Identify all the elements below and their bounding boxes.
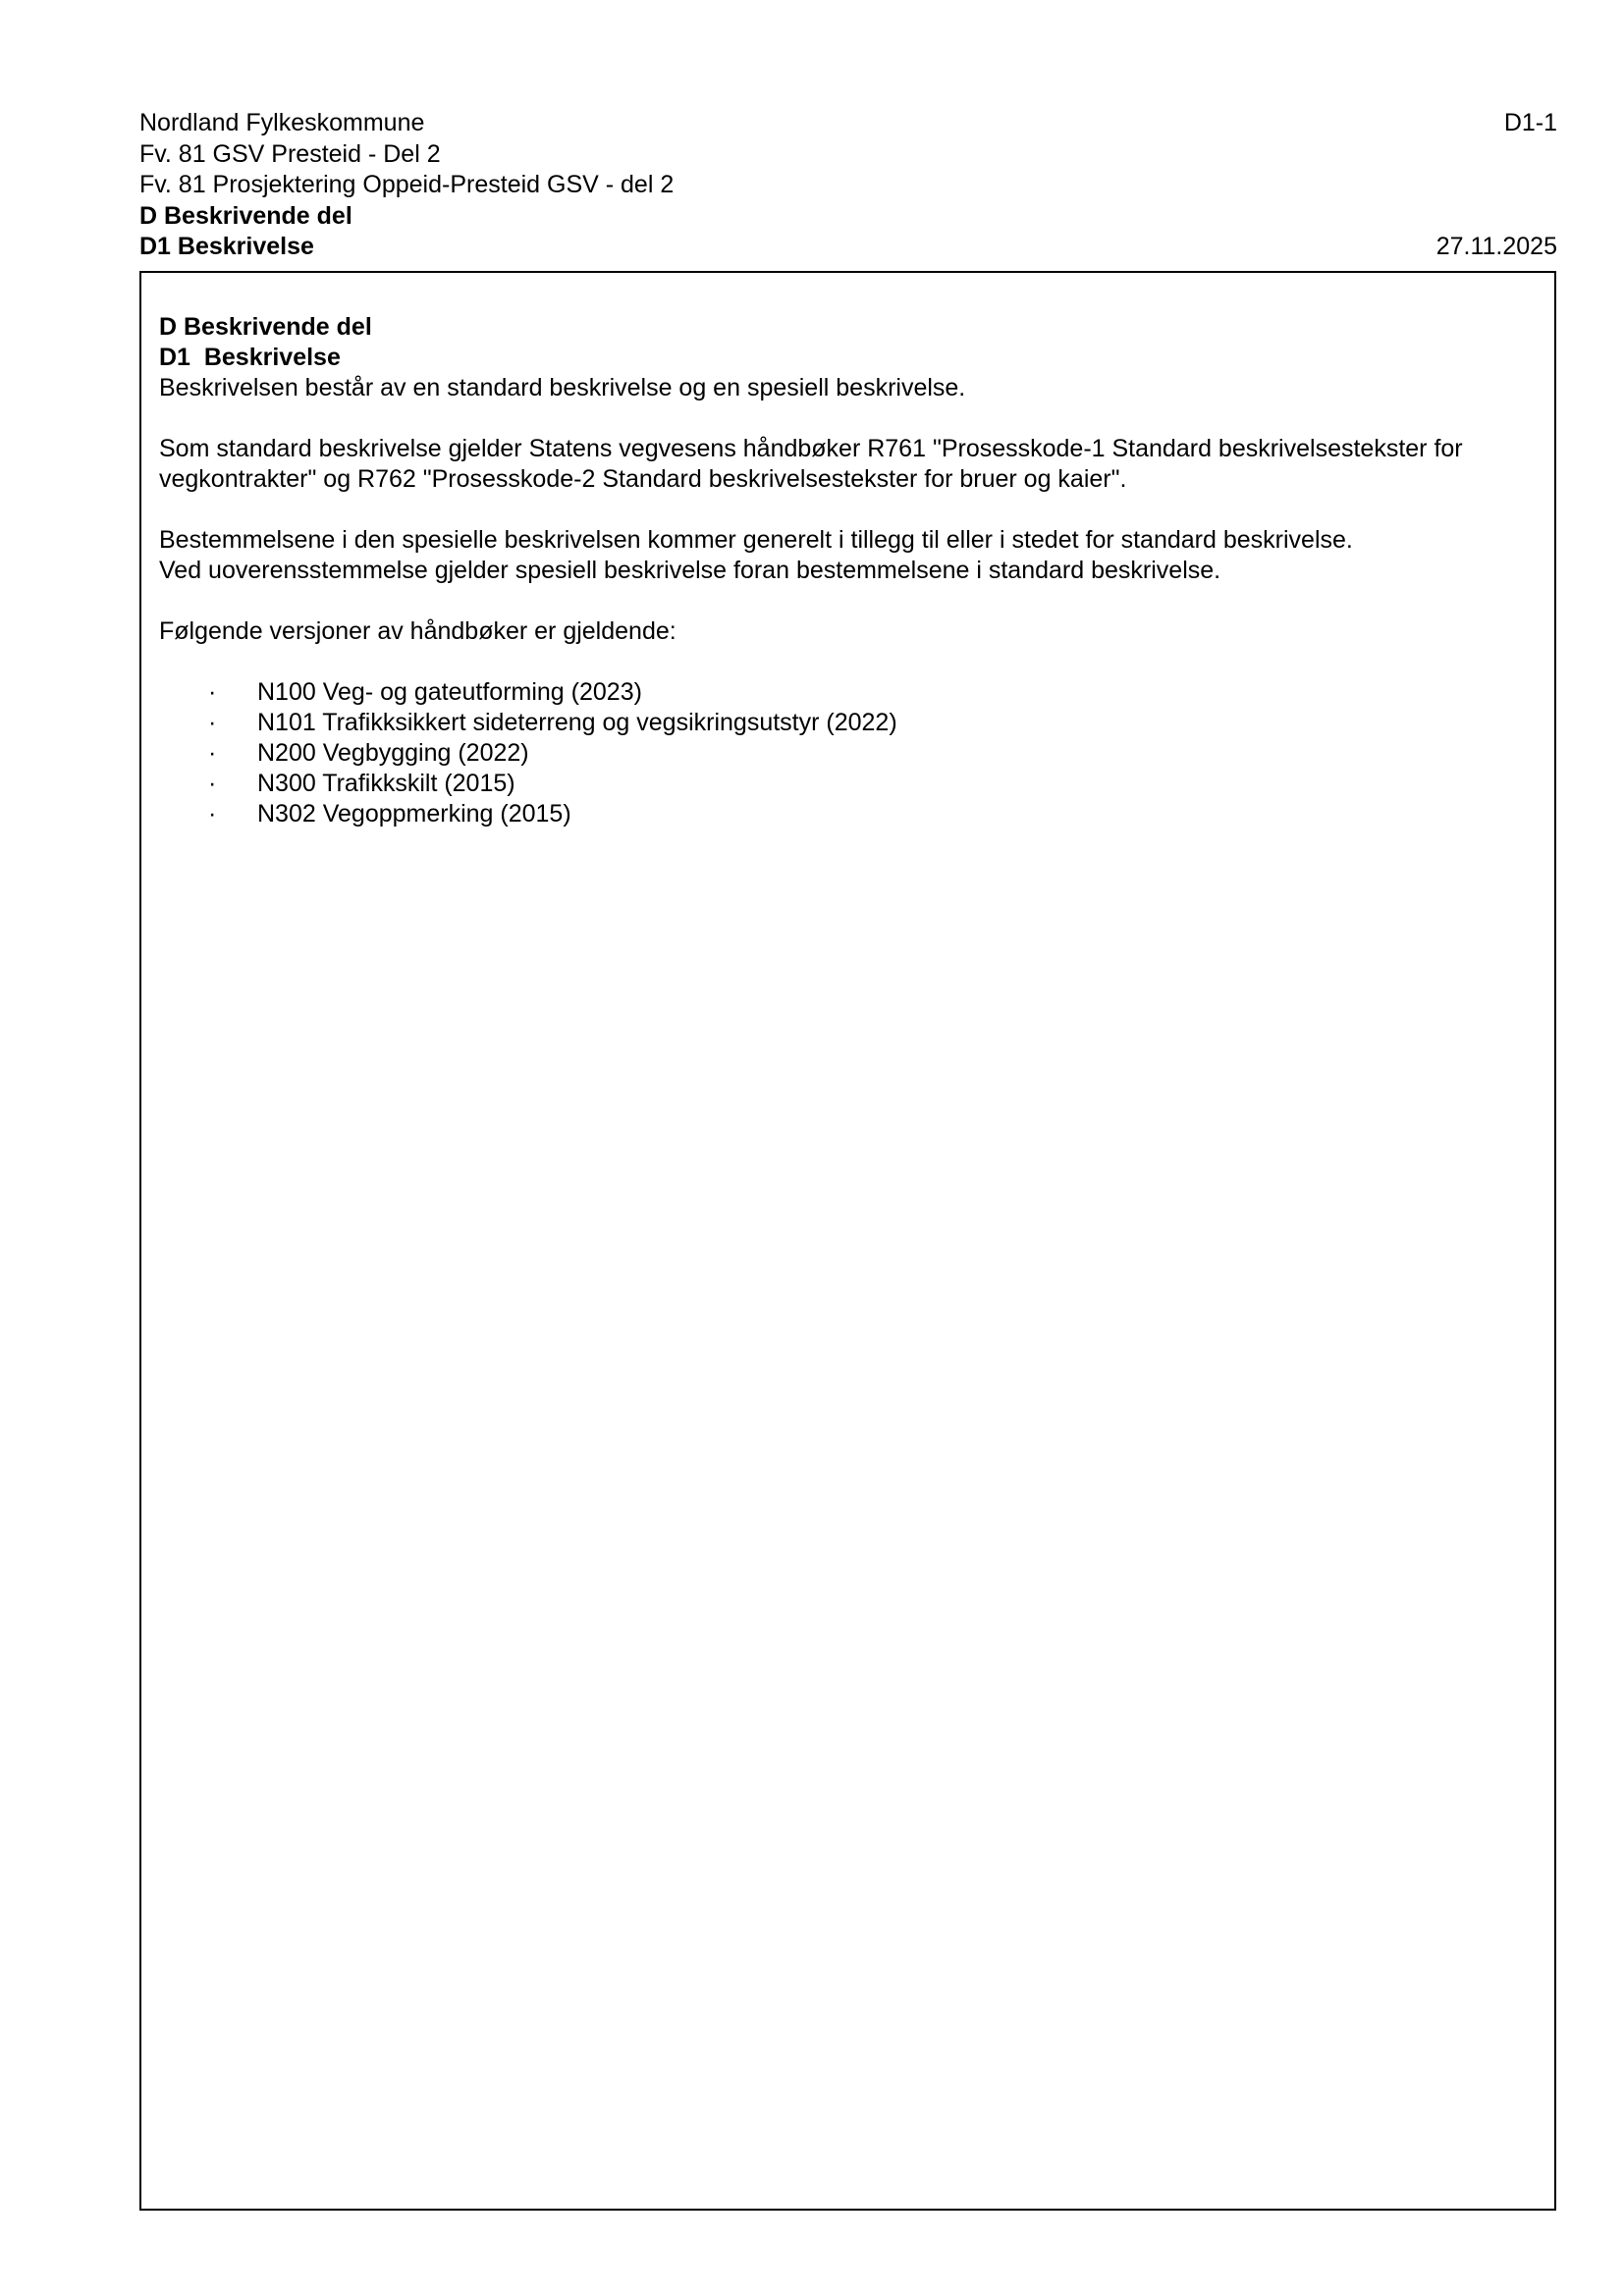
header-row-5 bbox=[139, 232, 1557, 263]
header-row-2 bbox=[139, 139, 1557, 171]
list-item-text: N101 Trafikksikkert sideterreng og vegsikringsutstyr (2022) bbox=[257, 709, 897, 736]
organization-name: Nordland Fylkeskommune bbox=[139, 109, 425, 136]
header-row-4 bbox=[139, 201, 1557, 233]
special-description-line-2: Ved uoverensstemmelse gjelder spesiell beskrivelse foran bestemmelsene i standard beskrivelse. bbox=[159, 557, 1221, 584]
list-item-text: N300 Trafikkskilt (2015) bbox=[257, 770, 515, 797]
list-item bbox=[159, 799, 1534, 829]
body-heading-subsection: D1 Beskrivelse bbox=[159, 344, 341, 371]
document-date: 27.11.2025 bbox=[1435, 233, 1557, 260]
versions-intro-paragraph: Følgende versjoner av håndbøker er gjeldende: bbox=[159, 617, 677, 645]
list-item-text: N200 Vegbygging (2022) bbox=[257, 739, 529, 767]
document-body bbox=[159, 312, 1534, 829]
page-number: D1-1 bbox=[1503, 109, 1557, 136]
bullet-icon: · bbox=[208, 770, 217, 797]
intro-paragraph: Beskrivelsen består av en standard beskrivelse og en spesiell beskrivelse. bbox=[159, 374, 966, 401]
list-item bbox=[159, 738, 1534, 769]
bullet-icon: · bbox=[208, 800, 217, 828]
subsection-title: D1 Beskrivelse bbox=[139, 233, 314, 260]
handbook-versions-list bbox=[159, 677, 1534, 829]
page-header bbox=[139, 108, 1557, 263]
list-item bbox=[159, 677, 1534, 708]
special-description-line-1: Bestemmelsene i den spesielle beskrivelsen kommer generelt i tillegg til eller i stedet for standard beskrivelse. bbox=[159, 526, 1353, 554]
list-item-text: N100 Veg- og gateutforming (2023) bbox=[257, 678, 642, 706]
list-item bbox=[159, 769, 1534, 799]
header-row-1 bbox=[139, 108, 1557, 139]
bullet-icon: · bbox=[208, 709, 217, 736]
special-description-paragraph bbox=[159, 525, 1534, 586]
bullet-icon: · bbox=[208, 739, 217, 767]
header-row-3 bbox=[139, 170, 1557, 201]
list-item-text: N302 Vegoppmerking (2015) bbox=[257, 800, 571, 828]
section-title: D Beskrivende del bbox=[139, 201, 352, 230]
list-item bbox=[159, 708, 1534, 738]
bullet-icon: · bbox=[208, 678, 217, 706]
subproject-name: Fv. 81 Prosjektering Oppeid-Presteid GSV - del 2 bbox=[139, 171, 675, 198]
project-name: Fv. 81 GSV Presteid - Del 2 bbox=[139, 139, 441, 168]
body-heading-section: D Beskrivende del bbox=[159, 313, 372, 341]
standard-description-paragraph: Som standard beskrivelse gjelder Statens vegvesens håndbøker R761 "Prosesskode-1 Standard beskrivelsestekster for vegkontrakter" og R762 "Prosesskode-2 Standard beskrivelsestekster for bruer og kaier". bbox=[159, 435, 1463, 493]
